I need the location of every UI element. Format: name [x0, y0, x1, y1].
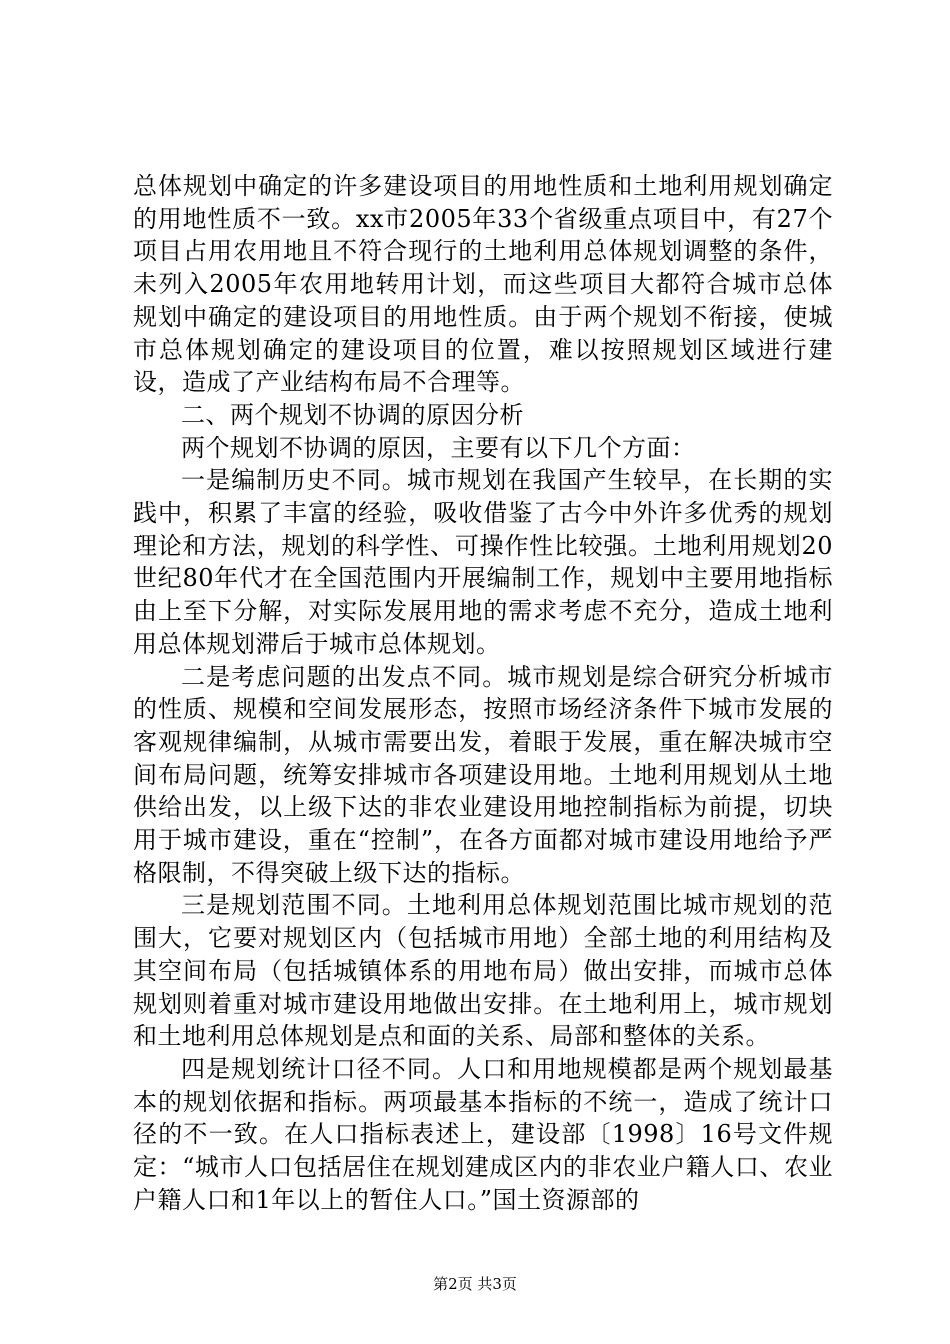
paragraph-point-three: 三是规划范围不同。土地利用总体规划范围比城市规划的范围大，它要对规划区内（包括城市用地）全部土地的利用结构及其空间布局（包括城镇体系的用地布局）做出安排，而城市总体规划则着重对城市建设用地做出安排。在土地利用上，城市规划和土地利用总体规划是点和面的关系、局部和整体的关系。 — [133, 891, 833, 1051]
paragraph-continuation: 总体规划中确定的许多建设项目的用地性质和土地利用规划确定的用地性质不一致。xx市2005年33个省级重点项目中，有27个项目占用农用地且不符合现行的土地利用总体规划调整的条件，未列入2005年农用地转用计划，而这些项目大都符合城市总体规划中确定的建设项目的用地性质。由于两个规划不衔接，使城市总体规划确定的建设项目的位置，难以按照规划区域进行建设，造成了产业结构布局不合理等。 — [133, 172, 833, 397]
paragraph-intro: 两个规划不协调的原因，主要有以下几个方面： — [181, 433, 696, 462]
paragraph-point-four: 四是规划统计口径不同。人口和用地规模都是两个规划最基本的规划依据和指标。两项最基本指标的不统一，造成了统计口径的不一致。在人口指标表述上，建设部〔1998〕16号文件规定：“城市人口包括居住在规划建成区内的非农业户籍人口、农业户籍人口和1年以上的暂住人口。”国土资源部的 — [133, 1054, 833, 1214]
section-heading: 二、两个规划不协调的原因分析 — [181, 400, 524, 429]
document-body — [133, 170, 833, 1217]
page-footer: 第2页 共3页 — [433, 1275, 517, 1293]
paragraph-point-one: 一是编制历史不同。城市规划在我国产生较早，在长期的实践中，积累了丰富的经验，吸收借鉴了古今中外许多优秀的规划理论和方法，规划的科学性、可操作性比较强。土地利用规划20世纪80年代才在全国范围内开展编制工作，规划中主要用地指标由上至下分解，对实际发展用地的需求考虑不充分，造成土地利用总体规划滞后于城市总体规划。 — [133, 466, 833, 658]
paragraph-point-two: 二是考虑问题的出发点不同。城市规划是综合研究分析城市的性质、规模和空间发展形态，按照市场经济条件下城市发展的客观规律编制，从城市需要出发，着眼于发展，重在解决城市空间布局问题，统筹安排城市各项建设用地。土地利用规划从土地供给出发，以上级下达的非农业建设用地控制指标为前提，切块用于城市建设，重在“控制”，在各方面都对城市建设用地给予严格限制，不得突破上级下达的指标。 — [133, 662, 833, 887]
